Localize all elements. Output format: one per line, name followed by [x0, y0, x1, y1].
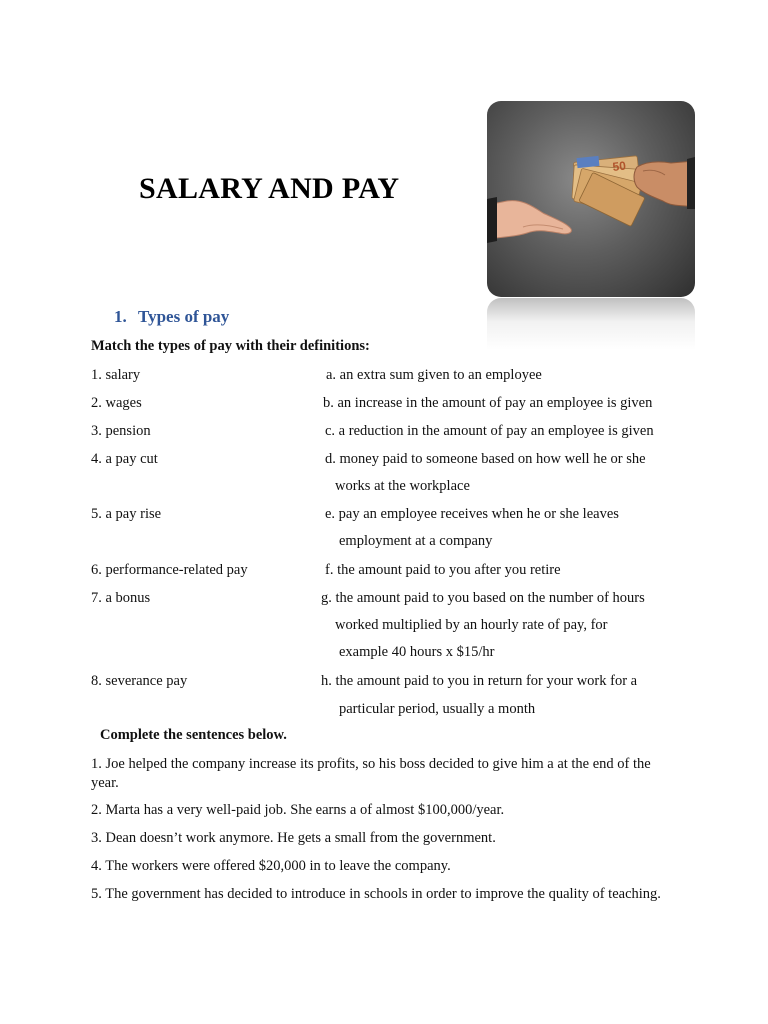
- sentence-item: 4. The workers were offered $20,000 in to leave the company.: [91, 858, 451, 874]
- term-item: 7. a bonus: [91, 590, 151, 606]
- money-handover-image: [487, 101, 695, 297]
- sentence-item: 2. Marta has a very well-paid job. She earns a of almost $100,000/year.: [91, 802, 505, 818]
- term-item: 4. a pay cut: [91, 451, 158, 467]
- term-item: 6. performance-related pay: [91, 562, 248, 578]
- definition-line: d. money paid to someone based on how well he or she: [325, 451, 646, 467]
- definition-line: e. pay an employee receives when he or she leaves: [325, 506, 619, 522]
- definition-line: a. an extra sum given to an employee: [326, 367, 542, 383]
- definition-line: c. a reduction in the amount of pay an employee is given: [325, 423, 654, 439]
- sentence-item: 3. Dean doesn’t work anymore. He gets a small from the government.: [91, 830, 496, 846]
- definition-line: works at the workplace: [335, 478, 470, 494]
- image-reflection: [487, 298, 695, 350]
- definition-line: g. the amount paid to you based on the number of hours: [321, 590, 645, 606]
- term-item: 1. salary: [91, 367, 141, 383]
- complete-instruction: Complete the sentences below.: [100, 727, 287, 743]
- section-heading-types-of-pay: [114, 307, 229, 327]
- page-title: SALARY AND PAY: [139, 172, 400, 205]
- definition-line: b. an increase in the amount of pay an employee is given: [323, 395, 653, 411]
- sentence-item: 5. The government has decided to introduce in schools in order to improve the quality of teaching.: [91, 886, 661, 902]
- match-instruction: Match the types of pay with their definitions:: [91, 338, 370, 354]
- definition-line: particular period, usually a month: [339, 701, 536, 717]
- term-item: 3. pension: [91, 423, 151, 439]
- term-item: 5. a pay rise: [91, 506, 162, 522]
- definition-line: f. the amount paid to you after you retire: [325, 562, 561, 578]
- svg-text:50: 50: [611, 158, 627, 174]
- definition-line: worked multiplied by an hourly rate of pay, for: [335, 617, 608, 633]
- definition-line: h. the amount paid to you in return for your work for a: [321, 673, 638, 689]
- section-title: Types of pay: [138, 307, 230, 326]
- section-number: 1.: [114, 307, 127, 326]
- money-handover-illustration: [487, 101, 695, 297]
- term-item: 8. severance pay: [91, 673, 188, 689]
- sentence-item: 1. Joe helped the company increase its profits, so his boss decided to give him a at the end of the year.: [91, 756, 651, 791]
- definition-line: example 40 hours x $15/hr: [339, 644, 495, 660]
- term-item: 2. wages: [91, 395, 142, 411]
- definition-line: employment at a company: [339, 533, 493, 549]
